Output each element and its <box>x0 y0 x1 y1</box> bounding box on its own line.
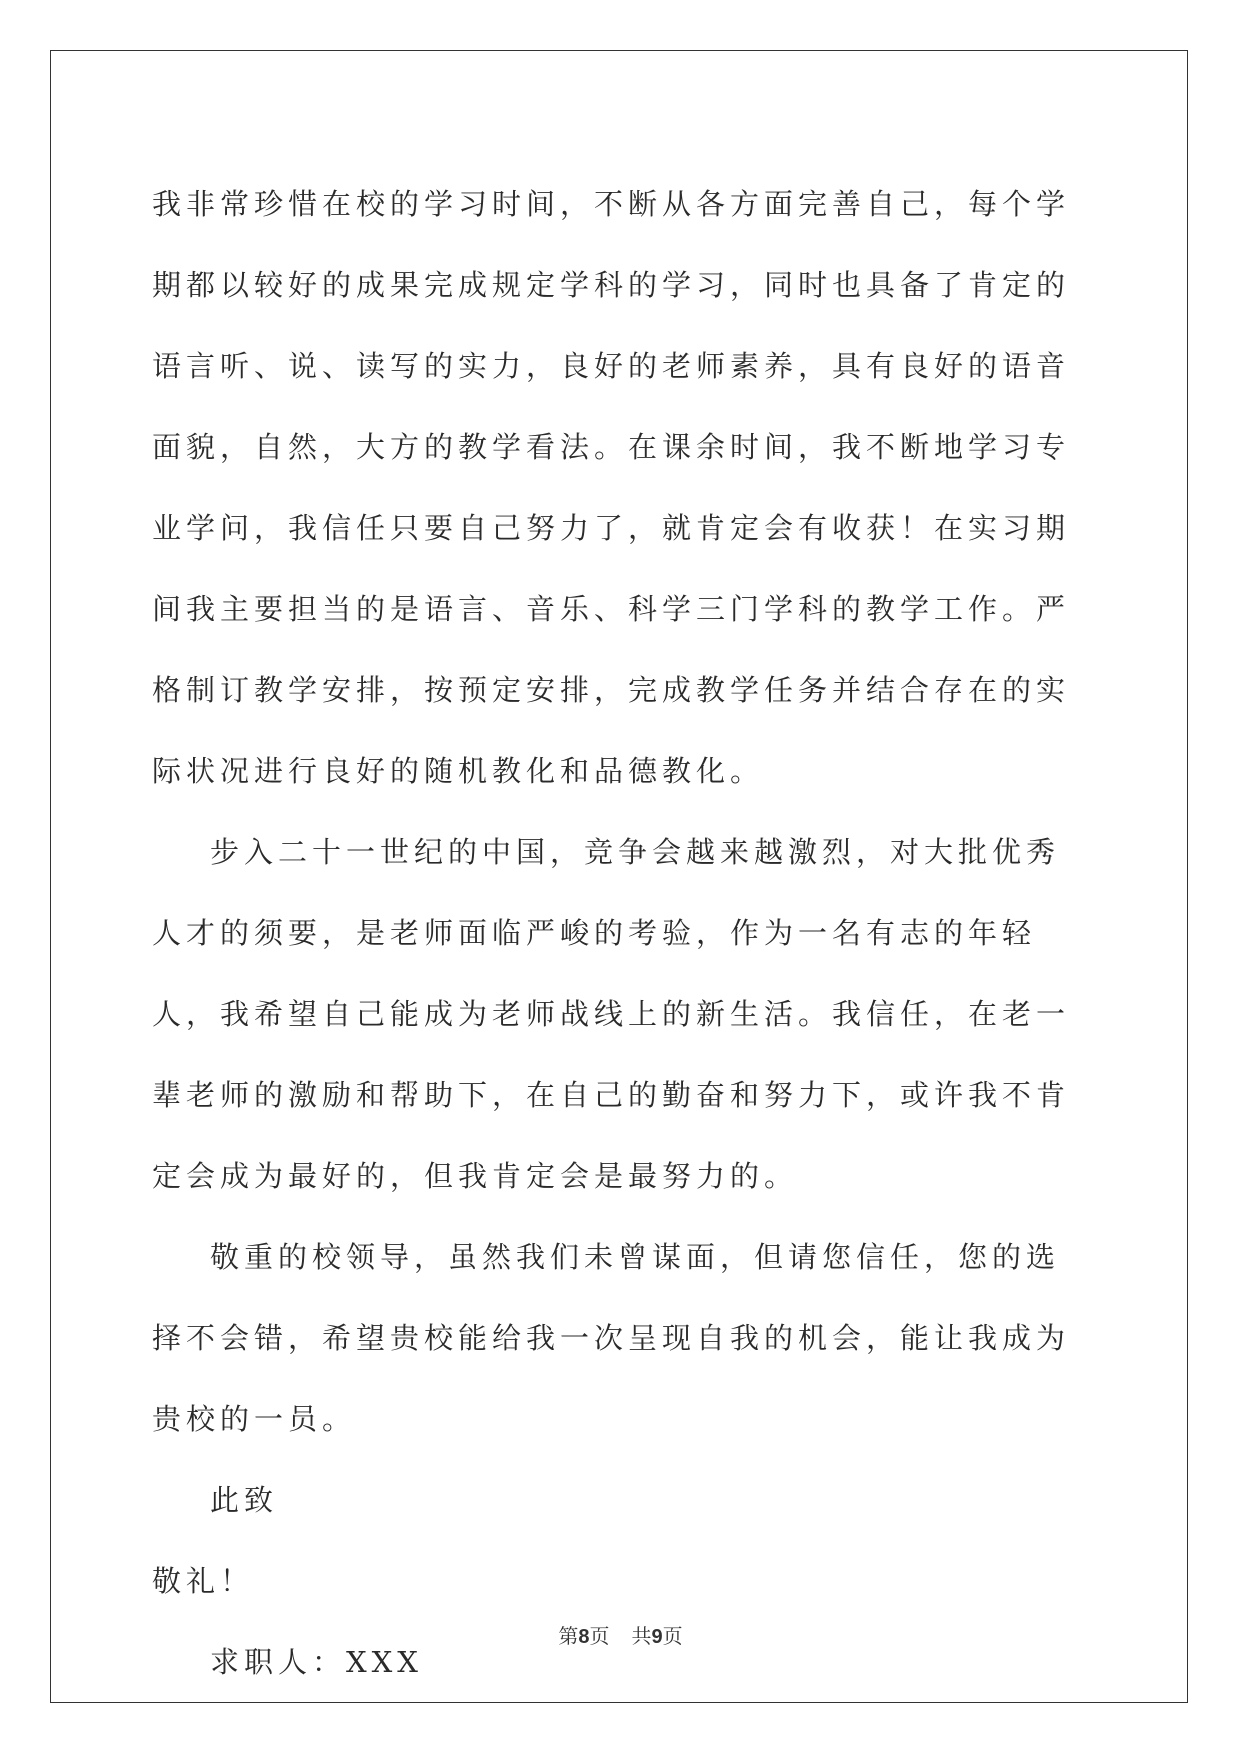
footer-total-prefix: 共 <box>631 1624 652 1648</box>
paragraph-aspiration: 步入二十一世纪的中国，竞争会越来越激烈，对大批优秀人才的须要，是老师面临严峻的考验，作为一名有志的年轻人，我希望自己能成为老师战线上的新生活。我信任，在老一辈老师的激励和帮助下，在自己的勤奋和努力下，或许我不肯定会成为最好的，但我肯定会是最努力的。 <box>152 835 1071 1193</box>
signature: 求职人：XXX <box>210 1645 423 1679</box>
closing-ci-zhi: 此致 <box>210 1483 279 1517</box>
letter-body <box>152 164 1092 1703</box>
footer-total-suffix: 页 <box>662 1624 683 1648</box>
total-pages: 9 <box>651 1626 663 1648</box>
page-footer <box>0 1620 1241 1649</box>
footer-page-suffix: 页 <box>589 1624 610 1648</box>
closing-jing-li: 敬礼！ <box>152 1564 255 1598</box>
paragraph-request: 敬重的校领导，虽然我们未曾谋面，但请您信任，您的选择不会错，希望贵校能给我一次呈现自我的机会，能让我成为贵校的一员。 <box>152 1240 1071 1436</box>
page-number: 8 <box>578 1626 590 1648</box>
footer-prefix: 第 <box>558 1624 579 1648</box>
paragraph-study: 我非常珍惜在校的学习时间，不断从各方面完善自己，每个学期都以较好的成果完成规定学科的学习，同时也具备了肯定的语言听、说、读写的实力，良好的老师素养，具有良好的语音面貌，自然，大方的教学看法。在课余时间，我不断地学习专业学问，我信任只要自己努力了，就肯定会有收获！在实习期间我主要担当的是语言、音乐、科学三门学科的教学工作。严格制订教学安排，按预定安排，完成教学任务并结合存在的实际状况进行良好的随机教化和品德教化。 <box>152 187 1071 788</box>
